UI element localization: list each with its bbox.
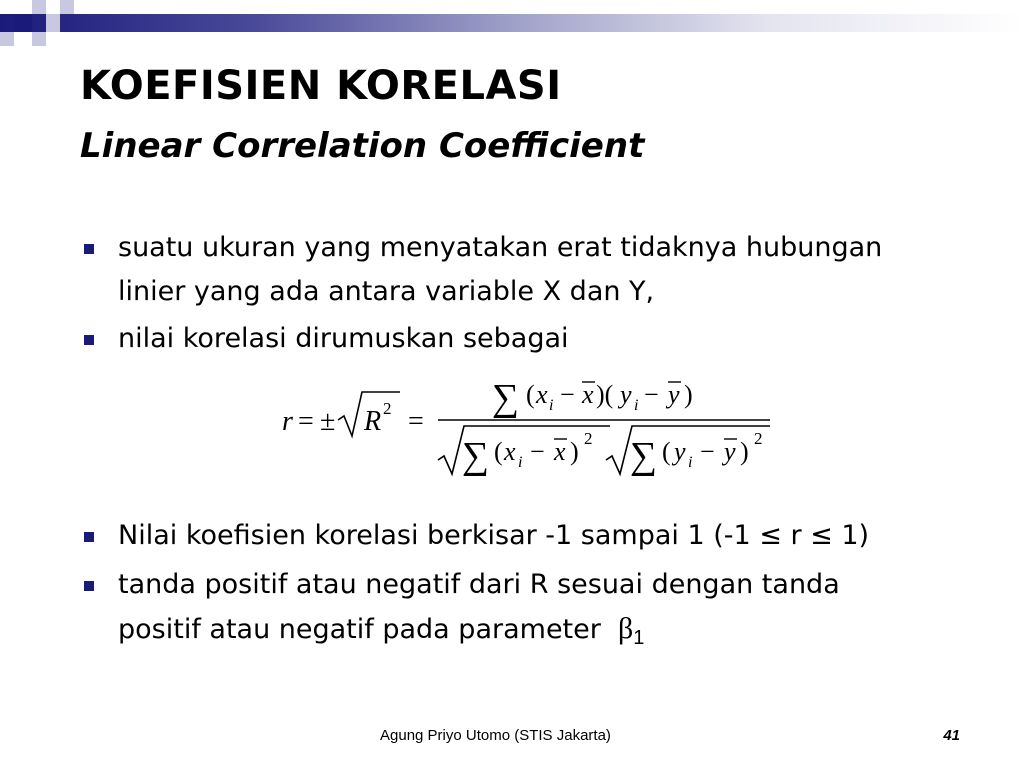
- svg-text:x: x: [504, 437, 516, 466]
- svg-text:i: i: [688, 454, 693, 471]
- svg-text:−: −: [530, 437, 545, 466]
- bullet-marker: [84, 581, 94, 591]
- svg-text:(: (: [494, 437, 503, 466]
- svg-text:)(: )(: [596, 380, 614, 409]
- svg-text:=: =: [408, 406, 424, 437]
- svg-text:−: −: [644, 380, 659, 409]
- beta-symbol: β: [618, 612, 634, 645]
- svg-text:2: 2: [383, 399, 392, 418]
- svg-text:=: =: [298, 406, 314, 437]
- svg-text:∑: ∑: [492, 377, 520, 419]
- svg-text:2: 2: [584, 429, 593, 448]
- bullet-text-line: Nilai koefisien korelasi berkisar -1 sampai 1 (-1 ≤ r ≤ 1): [118, 520, 870, 551]
- svg-text:∑: ∑: [630, 435, 658, 477]
- svg-text:): ): [684, 380, 693, 409]
- slide-title: KOEFISIEN KORELASI: [80, 63, 562, 109]
- bullet-text-span: positif atau negatif pada parameter: [118, 614, 601, 645]
- bullet-text-line: tanda positif atau negatif dari R sesuai dengan tanda: [118, 569, 840, 600]
- correlation-formula: [280, 370, 780, 480]
- svg-text:x: x: [536, 380, 548, 409]
- svg-text:(: (: [662, 437, 671, 466]
- svg-text:±: ±: [320, 406, 336, 437]
- bullet-marker: [84, 532, 94, 542]
- bullet-text-line: [118, 607, 988, 660]
- svg-text:r: r: [282, 406, 293, 437]
- page-number: 41: [943, 727, 960, 744]
- svg-text:): ): [740, 437, 749, 466]
- svg-text:i: i: [549, 397, 554, 414]
- beta-subscript: 1: [633, 627, 645, 649]
- bullet-marker: [84, 244, 94, 254]
- bullet-text-line: linier yang ada antara variable X dan Y,: [118, 276, 655, 307]
- svg-text:−: −: [560, 380, 575, 409]
- svg-text:y: y: [674, 437, 686, 466]
- svg-text:y: y: [724, 437, 736, 466]
- slide-subtitle: Linear Correlation Coefficient: [80, 126, 645, 166]
- svg-text:i: i: [518, 454, 523, 471]
- footer-author: Agung Priyo Utomo (STIS Jakarta): [380, 727, 611, 744]
- svg-text:y: y: [668, 380, 680, 409]
- svg-text:2: 2: [754, 429, 763, 448]
- header-gradient-bar: [0, 14, 1024, 32]
- svg-text:∑: ∑: [462, 435, 490, 477]
- svg-text:i: i: [634, 397, 639, 414]
- svg-text:x: x: [582, 380, 594, 409]
- svg-text:R: R: [364, 406, 382, 437]
- svg-text:(: (: [526, 380, 535, 409]
- bullet-marker: [84, 335, 94, 345]
- svg-text:y: y: [620, 380, 632, 409]
- svg-text:−: −: [700, 437, 715, 466]
- svg-text:): ): [570, 437, 579, 466]
- bullet-text-line: suatu ukuran yang menyatakan erat tidaknya hubungan: [118, 232, 883, 263]
- bullet-text-line: nilai korelasi dirumuskan sebagai: [118, 323, 569, 354]
- svg-text:x: x: [554, 437, 566, 466]
